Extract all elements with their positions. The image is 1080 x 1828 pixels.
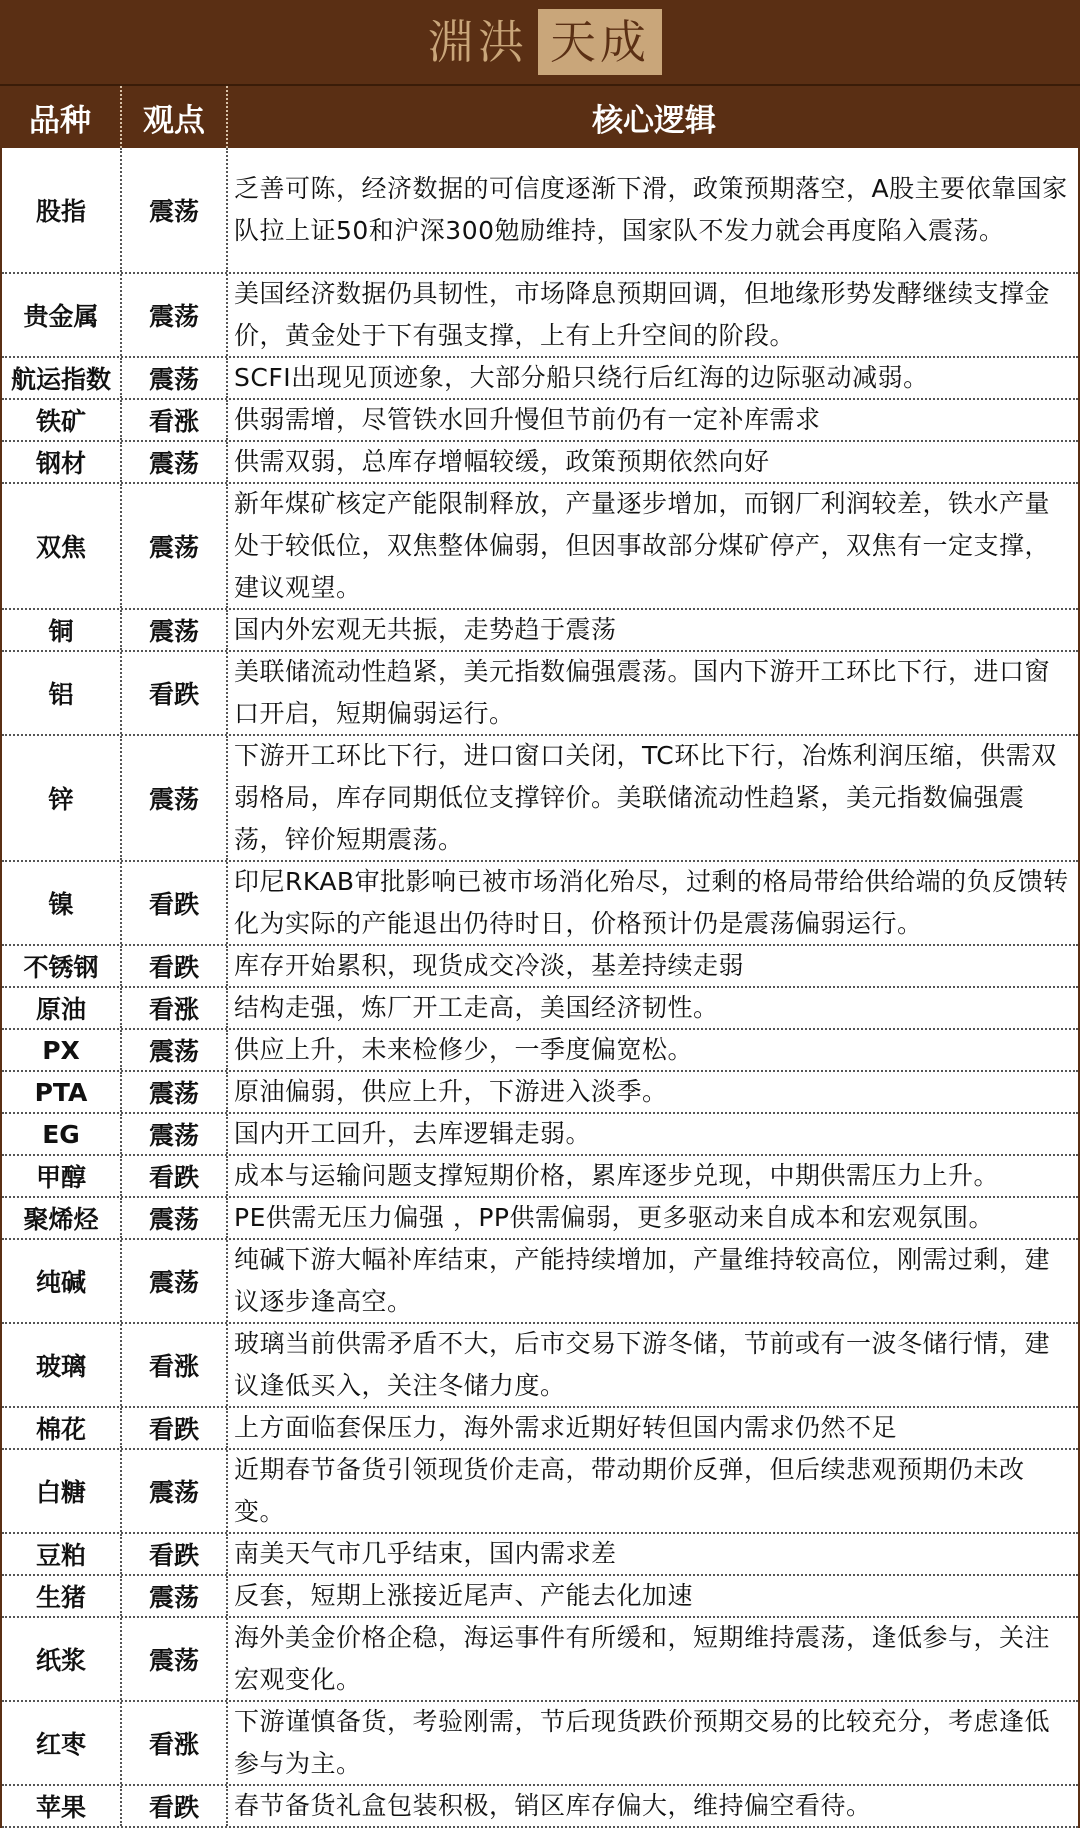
table-row: [2, 400, 1078, 442]
logic-cell: 结构走强，炼厂开工走高，美国经济韧性。: [234, 993, 719, 1022]
logic-cell: 国内外宏观无共振，走势趋于震荡: [234, 615, 617, 644]
table-row: [2, 484, 1078, 610]
logic-cell: 供弱需增，尽管铁水回升慢但节前仍有一定补库需求: [234, 405, 821, 434]
view-cell: 看跌: [122, 1786, 228, 1826]
view-cell: 震荡: [122, 1072, 228, 1112]
view-cell: 看跌: [122, 862, 228, 944]
logic-cell: 美联储流动性趋紧，美元指数偏强震荡。国内下游开工环比下行，进口窗口开启，短期偏弱运行。: [234, 657, 1051, 728]
variety-cell: 玻璃: [2, 1324, 122, 1406]
table-row: [2, 652, 1078, 736]
variety-cell: 苹果: [2, 1786, 122, 1826]
view-cell: 震荡: [122, 148, 228, 272]
logic-cell: 供应上升，未来检修少，一季度偏宽松。: [234, 1035, 694, 1064]
variety-cell: PTA: [2, 1072, 122, 1112]
logo-bar: [0, 0, 1080, 86]
view-cell: 震荡: [122, 1114, 228, 1154]
variety-cell: 生猪: [2, 1576, 122, 1616]
view-cell: 看跌: [122, 652, 228, 734]
table-row: [2, 610, 1078, 652]
variety-cell: 股指: [2, 148, 122, 272]
variety-cell: 铁矿: [2, 400, 122, 440]
variety-cell: 铝: [2, 652, 122, 734]
view-cell: 看涨: [122, 400, 228, 440]
view-cell: 震荡: [122, 484, 228, 608]
logic-cell: SCFI出现见顶迹象，大部分船只绕行后红海的边际驱动减弱。: [234, 363, 929, 392]
variety-cell: 镍: [2, 862, 122, 944]
logic-cell: 国内开工回升，去库逻辑走弱。: [234, 1119, 592, 1148]
view-cell: 震荡: [122, 358, 228, 398]
view-cell: 看跌: [122, 1534, 228, 1574]
header-variety: 品种: [0, 86, 122, 148]
table-row: [2, 1534, 1078, 1576]
table-row: [2, 1324, 1078, 1408]
table-row: [2, 1450, 1078, 1534]
table-row: [2, 1702, 1078, 1786]
table-row: [2, 1072, 1078, 1114]
variety-cell: 纸浆: [2, 1618, 122, 1700]
view-cell: 震荡: [122, 1450, 228, 1532]
logic-cell: 乏善可陈，经济数据的可信度逐渐下滑，政策预期落空，A股主要依靠国家队拉上证50和沪深300勉励维持，国家队不发力就会再度陷入震荡。: [234, 174, 1068, 245]
header-view: 观点: [122, 86, 228, 148]
view-cell: 看跌: [122, 1408, 228, 1448]
company-logo: [418, 9, 662, 75]
table-row: [2, 1618, 1078, 1702]
view-cell: 震荡: [122, 442, 228, 482]
view-cell: 震荡: [122, 1576, 228, 1616]
table-row: [2, 442, 1078, 484]
logic-cell: 反套，短期上涨接近尾声、产能去化加速: [234, 1581, 694, 1610]
logic-cell: 下游谨慎备货，考验刚需，节后现货跌价预期交易的比较充分，考虑逢低参与为主。: [234, 1707, 1051, 1778]
variety-cell: 锌: [2, 736, 122, 860]
variety-cell: 红枣: [2, 1702, 122, 1784]
variety-cell: PX: [2, 1030, 122, 1070]
variety-cell: 不锈钢: [2, 946, 122, 986]
view-cell: 看涨: [122, 1702, 228, 1784]
table-body: [0, 148, 1080, 1828]
logic-cell: 海外美金价格企稳，海运事件有所缓和，短期维持震荡，逢低参与，关注宏观变化。: [234, 1623, 1051, 1694]
logic-cell: 印尼RKAB审批影响已被市场消化殆尽，过剩的格局带给供给端的负反馈转化为实际的产能退出仍待时日，价格预计仍是震荡偏弱运行。: [234, 867, 1069, 938]
variety-cell: 纯碱: [2, 1240, 122, 1322]
view-cell: 看涨: [122, 1324, 228, 1406]
table-row: [2, 1786, 1078, 1828]
view-cell: 看跌: [122, 1156, 228, 1196]
table-row: [2, 1408, 1078, 1450]
table-row: [2, 988, 1078, 1030]
table-row: [2, 1156, 1078, 1198]
logo-right-text: 天成: [538, 9, 662, 75]
variety-cell: 双焦: [2, 484, 122, 608]
logic-cell: 南美天气市几乎结束，国内需求差: [234, 1539, 617, 1568]
variety-cell: 贵金属: [2, 274, 122, 356]
logic-cell: 上方面临套保压力，海外需求近期好转但国内需求仍然不足: [234, 1413, 898, 1442]
variety-cell: 白糖: [2, 1450, 122, 1532]
logic-cell: 玻璃当前供需矛盾不大，后市交易下游冬储，节前或有一波冬储行情，建议逢低买入，关注冬储力度。: [234, 1329, 1051, 1400]
table-row: [2, 358, 1078, 400]
variety-cell: EG: [2, 1114, 122, 1154]
view-cell: 震荡: [122, 736, 228, 860]
table-row: [2, 862, 1078, 946]
table-row: [2, 736, 1078, 862]
logic-cell: 春节备货礼盒包装积极，销区库存偏大，维持偏空看待。: [234, 1791, 872, 1820]
view-cell: 看涨: [122, 988, 228, 1028]
logo-left-text: 淵洪: [428, 15, 528, 69]
variety-cell: 聚烯烃: [2, 1198, 122, 1238]
logic-cell: 新年煤矿核定产能限制释放，产量逐步增加，而钢厂利润较差，铁水产量处于较低位，双焦整体偏弱，但因事故部分煤矿停产，双焦有一定支撑，建议观望。: [234, 489, 1051, 602]
view-cell: 震荡: [122, 274, 228, 356]
logic-cell: 原油偏弱，供应上升，下游进入淡季。: [234, 1077, 668, 1106]
view-cell: 震荡: [122, 1198, 228, 1238]
view-cell: 震荡: [122, 610, 228, 650]
variety-cell: 航运指数: [2, 358, 122, 398]
logic-cell: 美国经济数据仍具韧性，市场降息预期回调，但地缘形势发酵继续支撑金价，黄金处于下有强支撑，上有上升空间的阶段。: [234, 279, 1051, 350]
view-cell: 震荡: [122, 1030, 228, 1070]
variety-cell: 钢材: [2, 442, 122, 482]
table-row: [2, 148, 1078, 274]
logic-cell: 库存开始累积，现货成交冷淡，基差持续走弱: [234, 951, 745, 980]
variety-cell: 甲醇: [2, 1156, 122, 1196]
variety-cell: 豆粕: [2, 1534, 122, 1574]
table-row: [2, 1240, 1078, 1324]
table-row: [2, 1114, 1078, 1156]
logic-cell: 成本与运输问题支撑短期价格，累库逐步兑现，中期供需压力上升。: [234, 1161, 1000, 1190]
header-logic: 核心逻辑: [592, 102, 716, 139]
variety-cell: 棉花: [2, 1408, 122, 1448]
logic-cell: 供需双弱，总库存增幅较缓，政策预期依然向好: [234, 447, 770, 476]
variety-cell: 原油: [2, 988, 122, 1028]
table-row: [2, 1576, 1078, 1618]
table-header: [0, 86, 1080, 148]
logic-cell: PE供需无压力偏强 ，PP供需偏弱，更多驱动来自成本和宏观氛围。: [234, 1203, 994, 1232]
logic-cell: 下游开工环比下行，进口窗口关闭，TC环比下行，冶炼利润压缩，供需双弱格局，库存同期低位支撑锌价。美联储流动性趋紧，美元指数偏强震荡，锌价短期震荡。: [234, 741, 1057, 854]
view-cell: 震荡: [122, 1240, 228, 1322]
table-row: [2, 946, 1078, 988]
table-row: [2, 1198, 1078, 1240]
logic-cell: 近期春节备货引领现货价走高，带动期价反弹，但后续悲观预期仍未改变。: [234, 1455, 1025, 1526]
view-cell: 震荡: [122, 1618, 228, 1700]
view-cell: 看跌: [122, 946, 228, 986]
table-row: [2, 274, 1078, 358]
variety-cell: 铜: [2, 610, 122, 650]
logic-cell: 纯碱下游大幅补库结束，产能持续增加，产量维持较高位，刚需过剩，建议逐步逢高空。: [234, 1245, 1051, 1316]
table-row: [2, 1030, 1078, 1072]
